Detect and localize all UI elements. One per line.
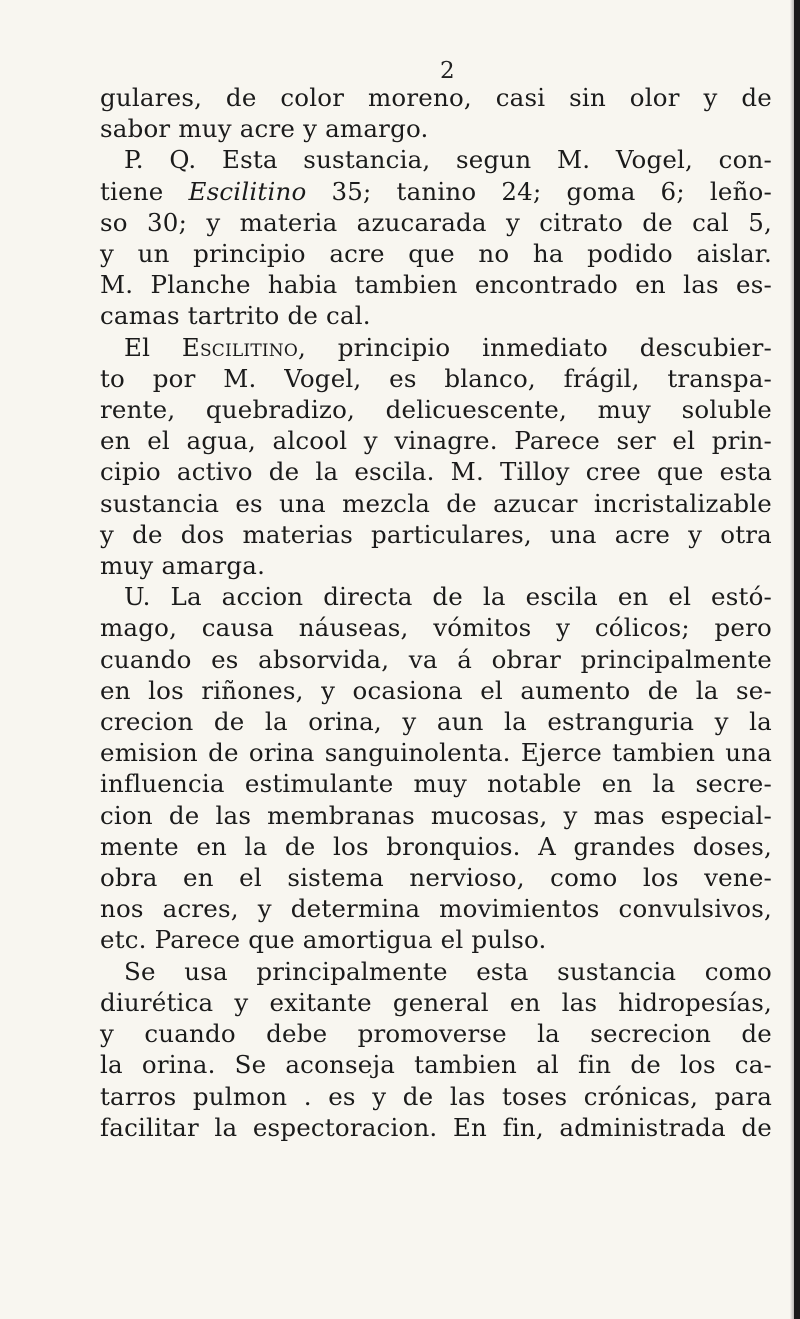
italic-term: Escilitino bbox=[188, 176, 307, 206]
text-line: to por M. Vogel, es blanco, frágil, transpa- bbox=[100, 363, 772, 393]
text-line: sabor muy acre y amargo. bbox=[100, 114, 429, 144]
text-fragment: El bbox=[124, 332, 151, 362]
text-fragment: principio inmediato descubier- bbox=[337, 332, 772, 362]
text-line: P. Q. Esta sustancia, segun M. Vogel, con- bbox=[124, 145, 772, 175]
text-line: mago, causa náuseas, vómitos y cólicos; pero bbox=[100, 613, 772, 643]
text-line: obra en el sistema nervioso, como los vene- bbox=[100, 863, 772, 893]
page-edge bbox=[794, 0, 800, 1319]
text-line: crecion de la orina, y aun la estranguria y la bbox=[100, 707, 772, 737]
text-line: mente en la de los bronquios. A grandes doses, bbox=[100, 831, 772, 861]
text-line: camas tartrito de cal. bbox=[100, 301, 371, 331]
text-fragment: tiene bbox=[100, 176, 164, 206]
text-line: facilitar la espectoracion. En fin, administrada de bbox=[100, 1112, 772, 1142]
text-line: cion de las membranas mucosas, y mas especial- bbox=[100, 800, 772, 830]
text-line: rente, quebradizo, delicuescente, muy soluble bbox=[100, 395, 772, 425]
text-line: muy amarga. bbox=[100, 551, 266, 581]
text-line: M. Planche habia tambien encontrado en las es- bbox=[100, 270, 772, 300]
text-fragment: 35; tanino 24; goma 6; leño- bbox=[331, 176, 772, 206]
text-line: cuando es absorvida, va á obrar principalmente bbox=[100, 644, 772, 674]
text-line: influencia estimulante muy notable en la secre- bbox=[100, 769, 772, 799]
text-line: U. La accion directa de la escila en el estó- bbox=[124, 582, 772, 612]
text-line: tarros pulmon . es y de las toses crónicas, para bbox=[100, 1081, 772, 1111]
text-line: y de dos materias particulares, una acre y otra bbox=[100, 519, 772, 549]
text-line: cipio activo de la escila. M. Tilloy cree que esta bbox=[100, 457, 772, 487]
page-number: 2 bbox=[440, 58, 455, 84]
text-line bbox=[100, 332, 772, 363]
text-line: y cuando debe promoverse la secrecion de bbox=[100, 1019, 772, 1049]
text-line: y un principio acre que no ha podido aislar. bbox=[100, 239, 772, 269]
small-caps-term: Escilitino, bbox=[181, 332, 306, 362]
text-line: en el agua, alcool y vinagre. Parece ser el prin- bbox=[100, 426, 772, 456]
text-line: nos acres, y determina movimientos convulsivos, bbox=[100, 894, 772, 924]
text-line: Se usa principalmente esta sustancia como bbox=[124, 956, 772, 986]
text-line: en los riñones, y ocasiona el aumento de la se- bbox=[100, 675, 772, 705]
text-line: etc. Parece que amortigua el pulso. bbox=[100, 925, 547, 955]
text-line: so 30; y materia azucarada y citrato de cal 5, bbox=[100, 207, 772, 237]
text-line bbox=[100, 176, 772, 207]
text-line: emision de orina sanguinolenta. Ejerce tambien una bbox=[100, 738, 772, 768]
text-line: la orina. Se aconseja tambien al fin de los ca- bbox=[100, 1050, 772, 1080]
text-line: gulares, de color moreno, casi sin olor y de bbox=[100, 83, 772, 112]
text-line: diurética y exitante general en las hidropesías, bbox=[100, 987, 772, 1017]
body-text bbox=[100, 82, 772, 1143]
text-line: sustancia es una mezcla de azucar incristalizable bbox=[100, 488, 772, 518]
